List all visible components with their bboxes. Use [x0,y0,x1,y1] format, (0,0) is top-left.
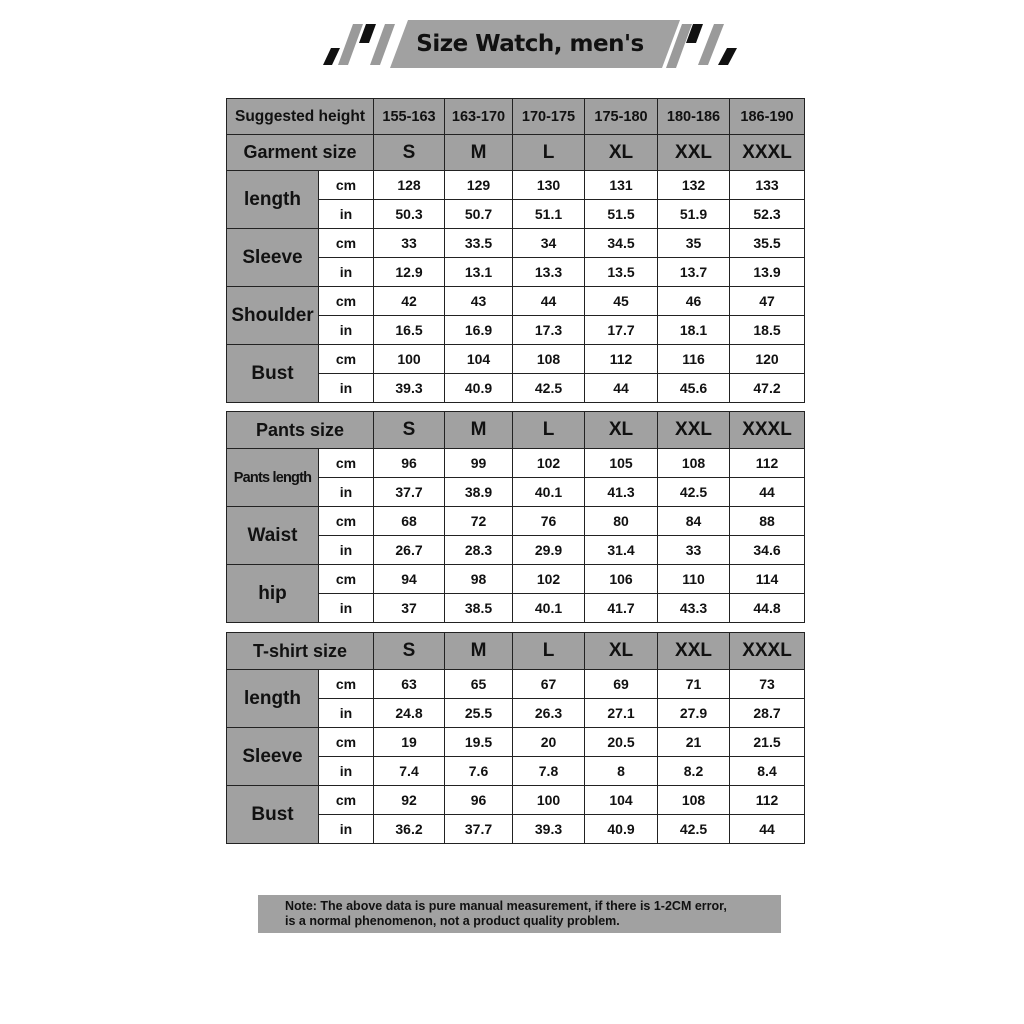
value-cell: 51.5 [585,200,658,229]
value-cell: 47 [730,287,805,316]
value-cell: 105 [585,449,658,478]
unit-cell: cm [319,670,374,699]
value-cell: 80 [585,507,658,536]
value-cell: 42 [374,287,445,316]
unit-cell: in [319,536,374,565]
unit-cell: in [319,316,374,345]
value-cell: 44 [513,287,585,316]
value-cell: 34 [513,229,585,258]
stripe-left-2 [338,24,363,65]
unit-cell: in [319,478,374,507]
value-cell: 112 [585,345,658,374]
value-cell: 37 [374,594,445,623]
value-cell: 132 [658,171,730,200]
size-header-cell: XXXL [730,633,805,670]
measurement-note [258,895,781,933]
size-header-cell: XXL [658,135,730,171]
value-cell: 44 [730,815,805,844]
table-row [227,229,805,258]
tshirt-size-label: T-shirt size [227,633,374,670]
value-cell: 19.5 [445,728,513,757]
stripe-left-1 [323,48,340,65]
value-cell: 51.1 [513,200,585,229]
tshirt-size-header-row [227,633,805,670]
value-cell: 108 [658,449,730,478]
size-header-cell: XXXL [730,135,805,171]
value-cell: 40.9 [585,815,658,844]
size-header-cell: M [445,412,513,449]
value-cell: 100 [374,345,445,374]
value-cell: 38.5 [445,594,513,623]
value-cell: 27.1 [585,699,658,728]
value-cell: 40.1 [513,478,585,507]
unit-cell: in [319,757,374,786]
value-cell: 44 [730,478,805,507]
value-cell: 52.3 [730,200,805,229]
value-cell: 13.7 [658,258,730,287]
value-cell: 76 [513,507,585,536]
value-cell: 88 [730,507,805,536]
value-cell: 99 [445,449,513,478]
note-line-1: Note: The above data is pure manual measurement, if there is 1-2CM error, [285,899,727,913]
value-cell: 106 [585,565,658,594]
value-cell: 12.9 [374,258,445,287]
value-cell: 39.3 [374,374,445,403]
value-cell: 110 [658,565,730,594]
value-cell: 41.3 [585,478,658,507]
garment-size-table [226,98,805,403]
stripe-right-4 [718,48,737,65]
value-cell: 92 [374,786,445,815]
unit-cell: in [319,200,374,229]
table-row [227,565,805,594]
value-cell: 21 [658,728,730,757]
value-cell: 104 [445,345,513,374]
value-cell: 94 [374,565,445,594]
size-header-cell: L [513,135,585,171]
note-line-2: is a normal phenomenon, not a product quality problem. [285,914,620,928]
value-cell: 29.9 [513,536,585,565]
value-cell: 37.7 [445,815,513,844]
size-header-cell: M [445,135,513,171]
value-cell: 17.3 [513,316,585,345]
measurement-label: length [227,670,319,728]
value-cell: 26.7 [374,536,445,565]
garment-size-label: Garment size [227,135,374,171]
value-cell: 16.9 [445,316,513,345]
value-cell: 102 [513,565,585,594]
value-cell: 68 [374,507,445,536]
value-cell: 108 [658,786,730,815]
unit-cell: cm [319,449,374,478]
value-cell: 51.9 [658,200,730,229]
stripe-right-3 [698,24,724,65]
value-cell: 45.6 [658,374,730,403]
value-cell: 8.4 [730,757,805,786]
value-cell: 112 [730,449,805,478]
value-cell: 42.5 [658,815,730,844]
value-cell: 7.8 [513,757,585,786]
value-cell: 43.3 [658,594,730,623]
value-cell: 28.7 [730,699,805,728]
value-cell: 35 [658,229,730,258]
value-cell: 67 [513,670,585,699]
unit-cell: in [319,815,374,844]
size-header-cell: XXL [658,633,730,670]
value-cell: 63 [374,670,445,699]
value-cell: 133 [730,171,805,200]
value-cell: 36.2 [374,815,445,844]
suggested-height-label: Suggested height [227,99,374,135]
value-cell: 40.1 [513,594,585,623]
value-cell: 130 [513,171,585,200]
table-row [227,171,805,200]
unit-cell: cm [319,345,374,374]
value-cell: 108 [513,345,585,374]
value-cell: 13.9 [730,258,805,287]
value-cell: 28.3 [445,536,513,565]
value-cell: 25.5 [445,699,513,728]
value-cell: 50.7 [445,200,513,229]
unit-cell: in [319,258,374,287]
value-cell: 33 [658,536,730,565]
value-cell: 17.7 [585,316,658,345]
value-cell: 40.9 [445,374,513,403]
size-header-cell: XXXL [730,412,805,449]
title-banner [320,18,740,70]
value-cell: 18.1 [658,316,730,345]
height-range-cell: 175-180 [585,99,658,135]
value-cell: 114 [730,565,805,594]
size-header-cell: L [513,633,585,670]
value-cell: 84 [658,507,730,536]
measurement-label: Bust [227,345,319,403]
value-cell: 27.9 [658,699,730,728]
size-header-cell: XL [585,412,658,449]
value-cell: 65 [445,670,513,699]
value-cell: 45 [585,287,658,316]
value-cell: 96 [445,786,513,815]
unit-cell: in [319,594,374,623]
value-cell: 71 [658,670,730,699]
unit-cell: cm [319,786,374,815]
unit-cell: cm [319,229,374,258]
unit-cell: cm [319,728,374,757]
value-cell: 7.6 [445,757,513,786]
value-cell: 72 [445,507,513,536]
height-range-cell: 163-170 [445,99,513,135]
value-cell: 37.7 [374,478,445,507]
unit-cell: cm [319,507,374,536]
value-cell: 31.4 [585,536,658,565]
value-cell: 98 [445,565,513,594]
measurement-label: Sleeve [227,229,319,287]
garment-size-header-row [227,135,805,171]
value-cell: 131 [585,171,658,200]
size-header-cell: XL [585,633,658,670]
value-cell: 44 [585,374,658,403]
measurement-label: Pants length [227,449,319,507]
measurement-label: Bust [227,786,319,844]
value-cell: 116 [658,345,730,374]
size-header-cell: L [513,412,585,449]
value-cell: 120 [730,345,805,374]
value-cell: 100 [513,786,585,815]
size-header-cell: S [374,412,445,449]
unit-cell: cm [319,565,374,594]
value-cell: 7.4 [374,757,445,786]
page-title: Size Watch, men's [416,31,644,57]
pants-size-label: Pants size [227,412,374,449]
value-cell: 128 [374,171,445,200]
table-row [227,287,805,316]
value-cell: 41.7 [585,594,658,623]
value-cell: 39.3 [513,815,585,844]
value-cell: 20 [513,728,585,757]
value-cell: 21.5 [730,728,805,757]
unit-cell: in [319,374,374,403]
value-cell: 46 [658,287,730,316]
value-cell: 13.5 [585,258,658,287]
table-row [227,507,805,536]
pants-size-header-row [227,412,805,449]
size-header-cell: S [374,135,445,171]
height-range-cell: 186-190 [730,99,805,135]
size-header-cell: XXL [658,412,730,449]
value-cell: 8 [585,757,658,786]
value-cell: 104 [585,786,658,815]
tshirt-size-table [226,632,805,844]
height-range-cell: 180-186 [658,99,730,135]
value-cell: 34.6 [730,536,805,565]
height-range-cell: 155-163 [374,99,445,135]
height-range-cell: 170-175 [513,99,585,135]
value-cell: 20.5 [585,728,658,757]
value-cell: 42.5 [658,478,730,507]
value-cell: 24.8 [374,699,445,728]
unit-cell: cm [319,287,374,316]
value-cell: 129 [445,171,513,200]
value-cell: 112 [730,786,805,815]
value-cell: 34.5 [585,229,658,258]
measurement-label: Shoulder [227,287,319,345]
value-cell: 35.5 [730,229,805,258]
value-cell: 102 [513,449,585,478]
measurement-label: length [227,171,319,229]
table-row [227,786,805,815]
table-row [227,670,805,699]
table-row [227,345,805,374]
value-cell: 96 [374,449,445,478]
measurement-label: Waist [227,507,319,565]
value-cell: 19 [374,728,445,757]
value-cell: 13.1 [445,258,513,287]
value-cell: 69 [585,670,658,699]
size-header-cell: S [374,633,445,670]
value-cell: 16.5 [374,316,445,345]
value-cell: 18.5 [730,316,805,345]
suggested-height-row [227,99,805,135]
measurement-label: Sleeve [227,728,319,786]
value-cell: 33.5 [445,229,513,258]
measurement-label: hip [227,565,319,623]
pants-size-table [226,411,805,623]
size-header-cell: M [445,633,513,670]
size-header-cell: XL [585,135,658,171]
value-cell: 8.2 [658,757,730,786]
unit-cell: cm [319,171,374,200]
table-row [227,728,805,757]
value-cell: 73 [730,670,805,699]
value-cell: 13.3 [513,258,585,287]
value-cell: 44.8 [730,594,805,623]
value-cell: 26.3 [513,699,585,728]
value-cell: 43 [445,287,513,316]
value-cell: 42.5 [513,374,585,403]
value-cell: 33 [374,229,445,258]
value-cell: 47.2 [730,374,805,403]
table-row [227,449,805,478]
unit-cell: in [319,699,374,728]
value-cell: 50.3 [374,200,445,229]
value-cell: 38.9 [445,478,513,507]
